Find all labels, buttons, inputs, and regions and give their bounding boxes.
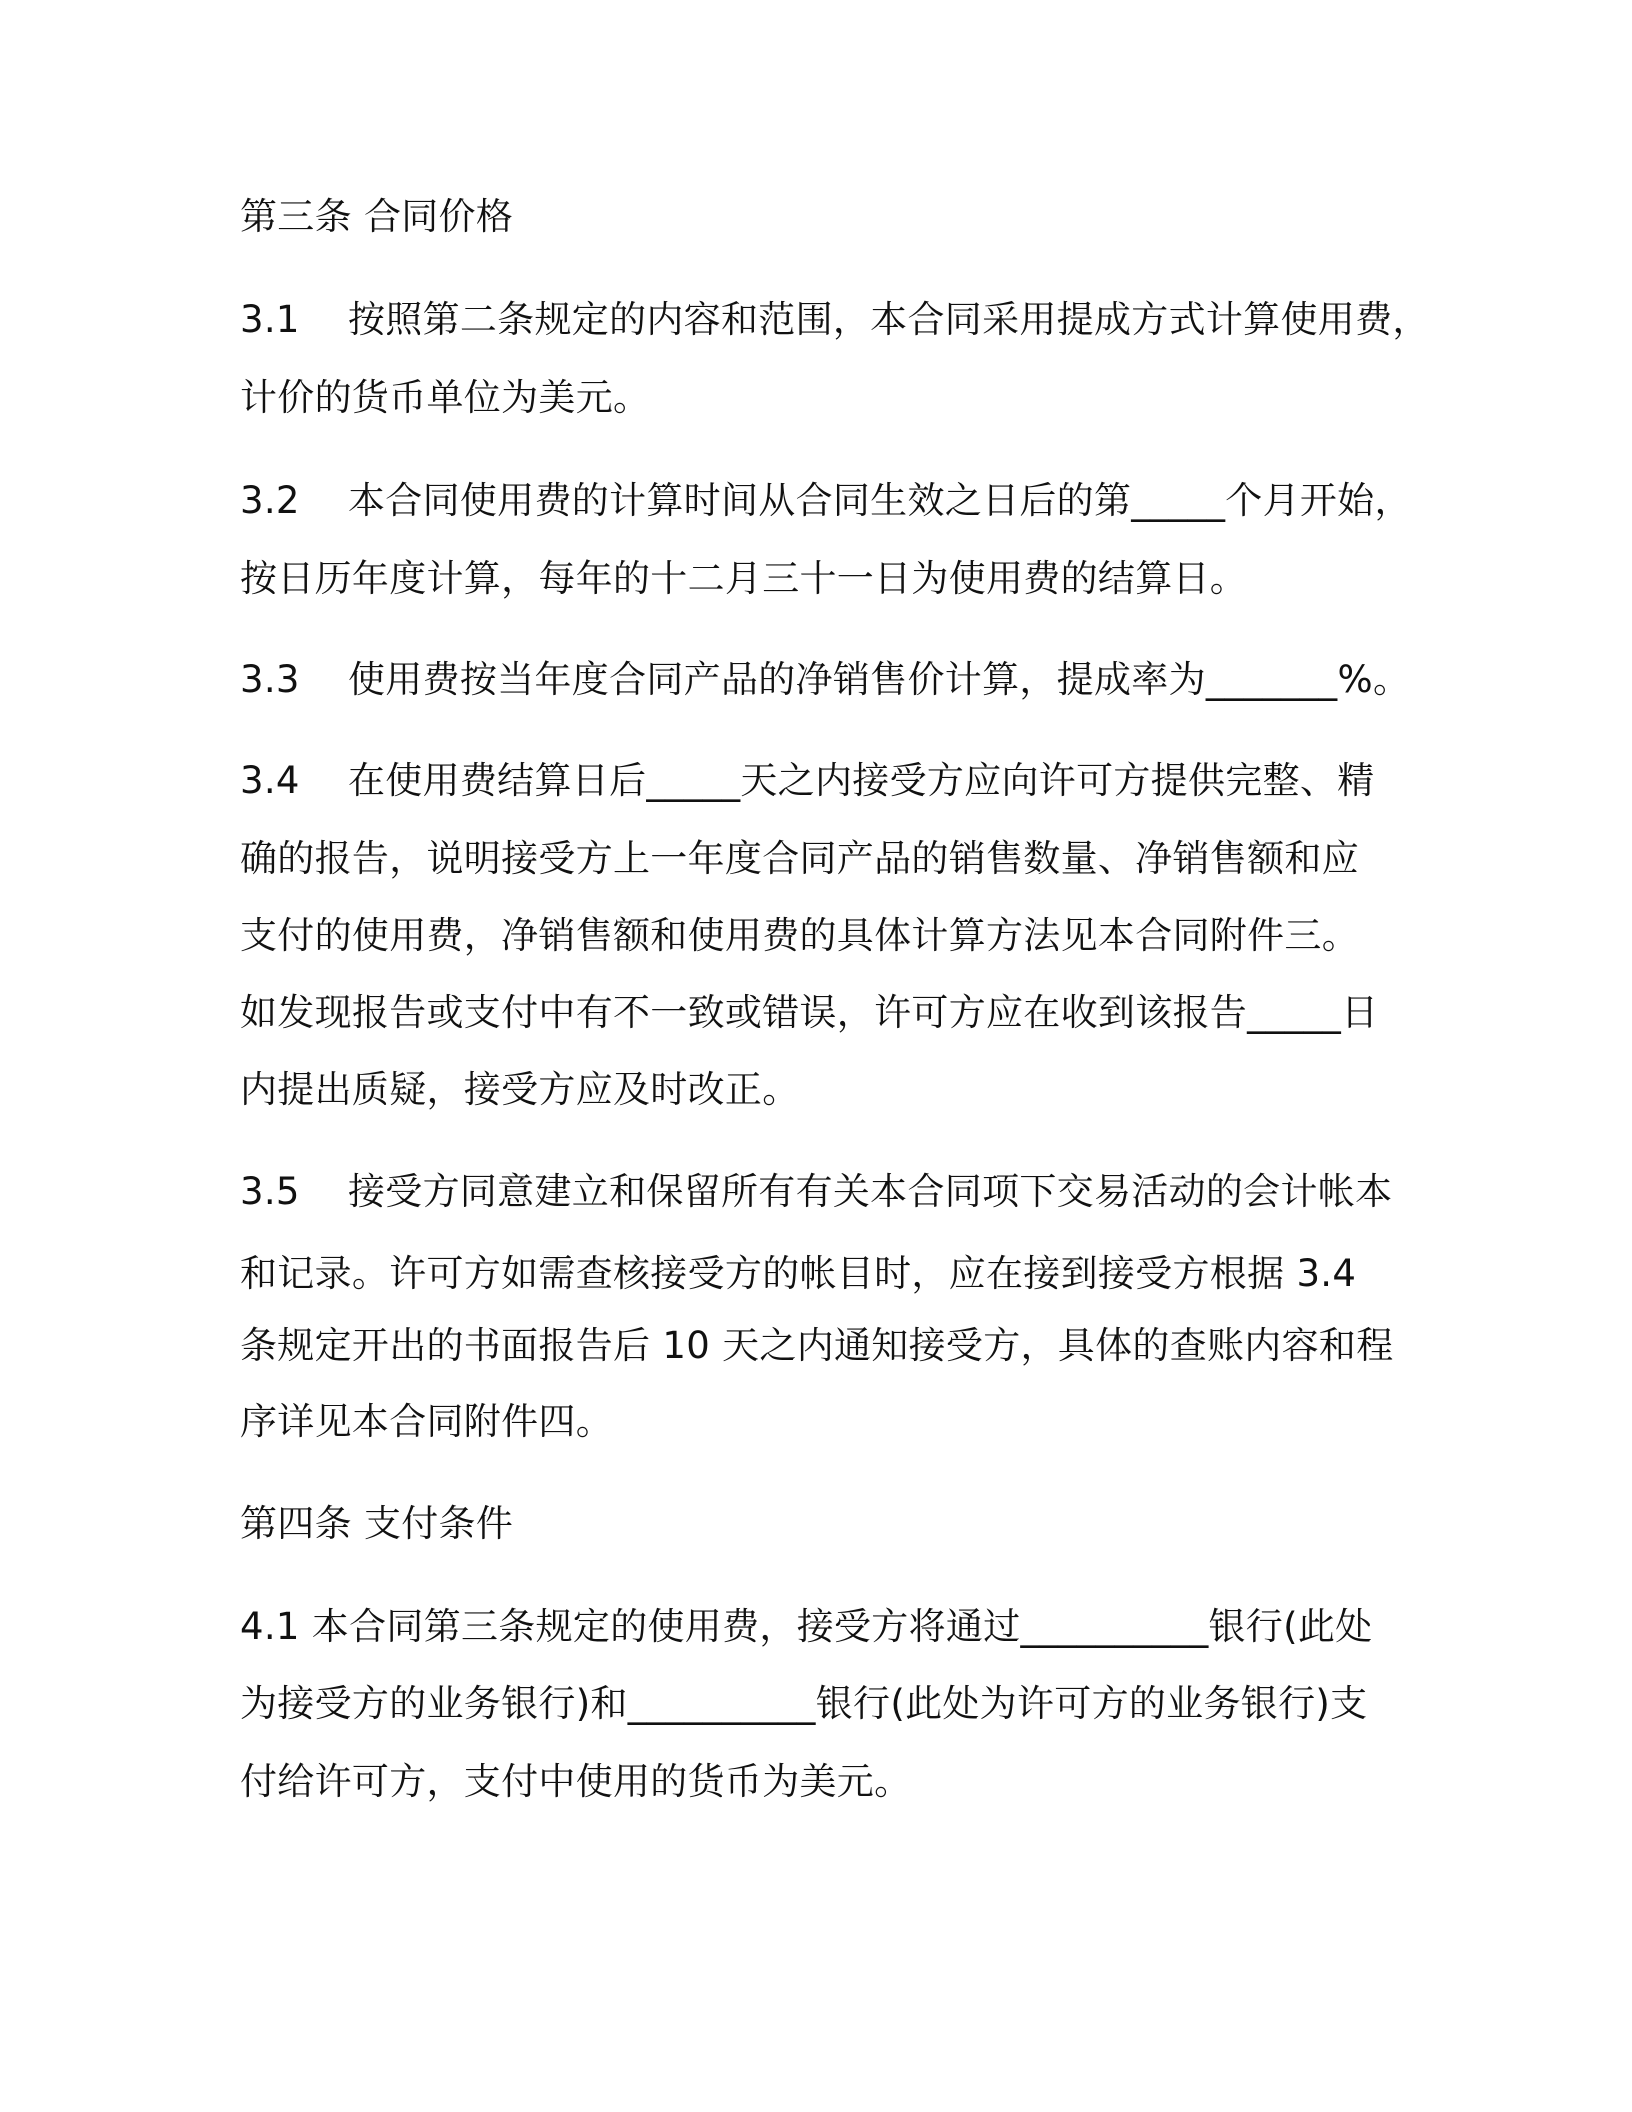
clause-3-4-line-4: 如发现报告或支付中有不一致或错误，许可方应在收到该报告_____日 [240,991,1379,1034]
clause-4-1-line-3: 付给许可方，支付中使用的货币为美元。 [240,1760,912,1803]
clause-3-1-line-1: 3.1 按照第二条规定的内容和范围，本合同采用提成方式计算使用费， [240,298,1430,341]
clause-3-2-line-2: 按日历年度计算，每年的十二月三十一日为使用费的结算日。 [240,557,1248,600]
clause-3-5-line-2: 和记录。许可方如需查核接受方的帐目时，应在接到接受方根据 3.4 [240,1252,1357,1295]
clause-3-5-line-1: 3.5 接受方同意建立和保留所有有关本合同项下交易活动的会计帐本 [240,1170,1393,1213]
clause-3-2-line-1: 3.2 本合同使用费的计算时间从合同生效之日后的第_____个月开始， [240,479,1412,522]
clause-3-4-line-2: 确的报告，说明接受方上一年度合同产品的销售数量、净销售额和应 [240,837,1359,880]
clause-3-4-line-5: 内提出质疑，接受方应及时改正。 [240,1068,800,1111]
clause-4-1-line-1: 4.1 本合同第三条规定的使用费，接受方将通过__________银行(此处 [240,1605,1373,1648]
section-3-heading: 第三条 合同价格 [240,195,514,238]
clause-3-3-line-1: 3.3 使用费按当年度合同产品的净销售价计算，提成率为_______%。 [240,658,1411,701]
clause-3-5-line-4: 序详见本合同附件四。 [240,1400,613,1443]
clause-3-4-line-1: 3.4 在使用费结算日后_____天之内接受方应向许可方提供完整、精 [240,759,1375,802]
clause-3-5-line-3: 条规定开出的书面报告后 10 天之内通知接受方，具体的查账内容和程 [240,1324,1394,1367]
clause-3-4-line-3: 支付的使用费，净销售额和使用费的具体计算方法见本合同附件三。 [240,914,1359,957]
clause-4-1-line-2: 为接受方的业务银行)和__________银行(此处为许可方的业务银行)支 [240,1682,1368,1725]
section-4-heading: 第四条 支付条件 [240,1502,514,1545]
clause-3-1-line-2: 计价的货币单位为美元。 [240,376,651,419]
